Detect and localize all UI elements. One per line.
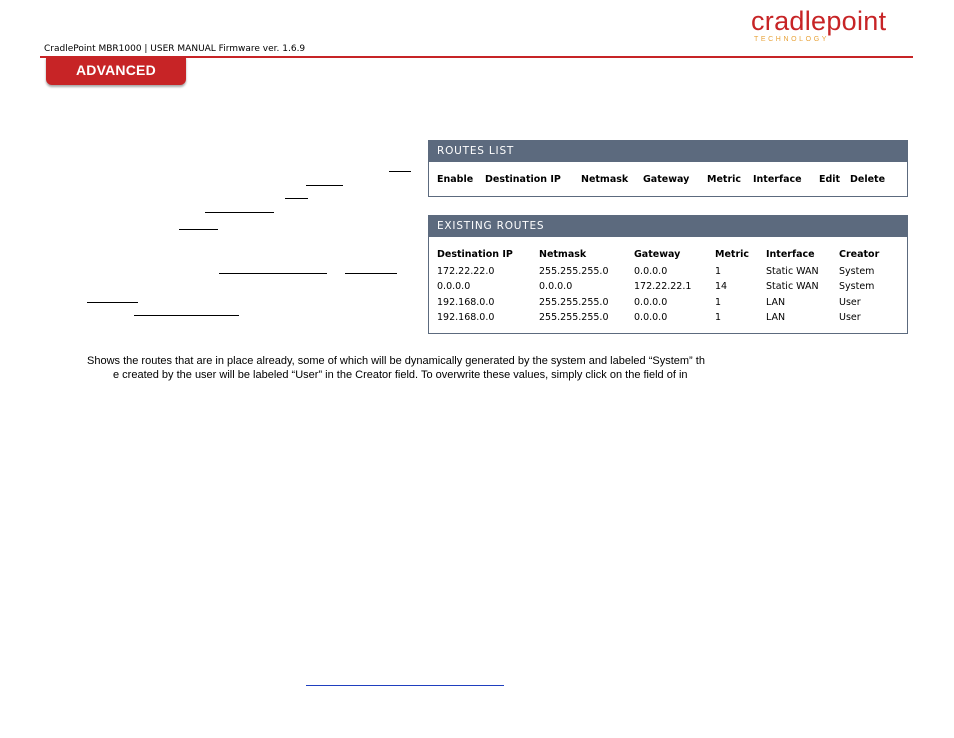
table-cell: 0.0.0.0 — [634, 312, 668, 323]
table-cell: 14 — [715, 281, 728, 292]
table-cell: 192.168.0.0 — [437, 312, 495, 323]
col-netmask: Netmask — [539, 249, 587, 260]
col-metric: Metric — [707, 174, 742, 185]
col-destination-ip: Destination IP — [437, 249, 513, 260]
logo-wordmark: cradlepoint — [751, 6, 887, 36]
table-cell: 255.255.255.0 — [539, 266, 609, 277]
body-text-line-1: Shows the routes that are in place already, some of which will be dynamically generated by the system and labeled “System” th — [87, 355, 705, 367]
footer-link-underline[interactable] — [306, 685, 504, 686]
col-netmask: Netmask — [581, 174, 629, 185]
col-gateway: Gateway — [634, 249, 681, 260]
table-cell: User — [839, 312, 861, 323]
link-underline[interactable] — [345, 273, 397, 274]
col-delete: Delete — [850, 174, 886, 185]
table-cell: 172.22.22.1 — [634, 281, 692, 292]
existing-routes-title: EXISTING ROUTES — [429, 216, 907, 237]
existing-routes-panel — [428, 215, 908, 334]
link-underline[interactable] — [134, 315, 239, 316]
cradlepoint-logo — [751, 6, 901, 46]
col-metric: Metric — [715, 249, 750, 260]
table-cell: 255.255.255.0 — [539, 312, 609, 323]
link-underline[interactable] — [306, 185, 343, 186]
table-cell: 1 — [715, 266, 722, 277]
link-underline[interactable] — [285, 198, 308, 199]
routes-list-panel — [428, 140, 908, 197]
table-cell: System — [839, 266, 875, 277]
section-tab — [46, 57, 186, 85]
table-cell: User — [839, 297, 861, 308]
table-cell: 0.0.0.0 — [634, 297, 668, 308]
table-cell: 172.22.22.0 — [437, 266, 495, 277]
link-underline[interactable] — [179, 229, 218, 230]
section-tab-label: ADVANCED — [76, 62, 156, 78]
col-interface: Interface — [753, 174, 802, 185]
table-cell: Static WAN — [766, 281, 819, 292]
table-cell: 1 — [715, 297, 722, 308]
table-cell: LAN — [766, 312, 786, 323]
table-cell: System — [839, 281, 875, 292]
link-underline[interactable] — [87, 302, 138, 303]
col-destination-ip: Destination IP — [485, 174, 561, 185]
col-interface: Interface — [766, 249, 815, 260]
body-text-line-2: e created by the user will be labeled “User” in the Creator field. To overwrite these values, simply click on the field of in — [113, 369, 688, 381]
table-cell: 192.168.0.0 — [437, 297, 495, 308]
logo-tagline: TECHNOLOGY — [754, 36, 830, 43]
link-underline[interactable] — [219, 273, 327, 274]
table-cell: 0.0.0.0 — [539, 281, 573, 292]
table-cell: 0.0.0.0 — [634, 266, 668, 277]
col-gateway: Gateway — [643, 174, 690, 185]
link-underline[interactable] — [205, 212, 274, 213]
table-cell: 1 — [715, 312, 722, 323]
table-cell: 0.0.0.0 — [437, 281, 471, 292]
col-creator: Creator — [839, 249, 880, 260]
col-edit: Edit — [819, 174, 841, 185]
document-header-title: CradlePoint MBR1000 | USER MANUAL Firmware ver. 1.6.9 — [44, 44, 306, 54]
table-cell: 255.255.255.0 — [539, 297, 609, 308]
table-cell: LAN — [766, 297, 786, 308]
link-underline[interactable] — [389, 171, 411, 172]
table-cell: Static WAN — [766, 266, 819, 277]
routes-list-title: ROUTES LIST — [429, 141, 907, 162]
col-enable: Enable — [437, 174, 474, 185]
